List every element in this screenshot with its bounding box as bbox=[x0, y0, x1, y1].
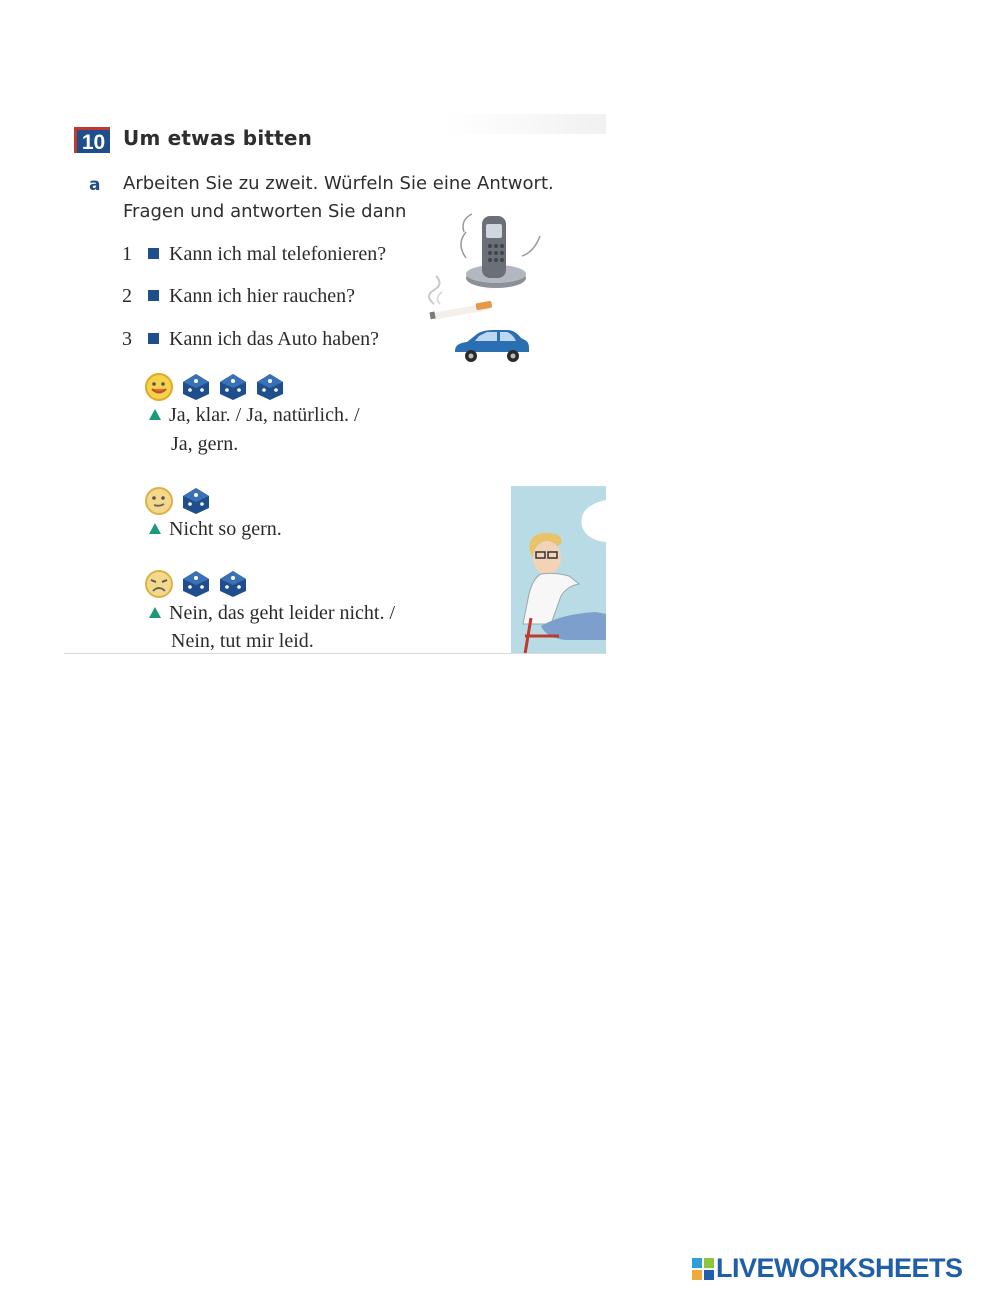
instruction-line-1: Arbeiten Sie zu zweit. Würfeln Sie eine Antwort. bbox=[123, 173, 554, 194]
speaker-square-icon bbox=[148, 333, 159, 344]
answer-1-line-1: Ja, klar. / Ja, natürlich. / bbox=[149, 404, 360, 427]
exercise-title: Um etwas bitten bbox=[123, 126, 313, 150]
dice-icon bbox=[181, 372, 211, 402]
answer-2-line-1: Nicht so gern. bbox=[149, 518, 282, 541]
exercise-number-badge: 10 bbox=[74, 127, 110, 153]
happy-face-icon bbox=[144, 372, 174, 402]
instruction-line-2: Fragen und antworten Sie dann bbox=[123, 201, 407, 222]
dice-icon bbox=[218, 372, 248, 402]
speaker-square-icon bbox=[148, 290, 159, 301]
sad-face-icon bbox=[144, 569, 174, 599]
speaker-square-icon bbox=[148, 248, 159, 259]
answer-3-line-2: Nein, tut mir leid. bbox=[171, 630, 314, 652]
answer-3-line-1: Nein, das geht leider nicht. / bbox=[149, 602, 395, 625]
speaker-triangle-icon bbox=[149, 409, 161, 420]
neutral-face-icon bbox=[144, 486, 174, 516]
answer-1-line-2: Ja, gern. bbox=[171, 433, 239, 455]
man-sitting-illustration bbox=[511, 486, 606, 654]
dice-icon bbox=[181, 569, 211, 599]
question-2: 2 Kann ich hier rauchen? bbox=[122, 285, 356, 307]
task-letter: a bbox=[89, 175, 101, 195]
worksheet-page bbox=[64, 114, 606, 654]
liveworksheets-logo-icon bbox=[692, 1258, 714, 1280]
speaker-triangle-icon bbox=[149, 607, 161, 618]
cigarette-icon bbox=[420, 274, 495, 324]
question-3: 3 Kann ich das Auto haben? bbox=[122, 328, 379, 350]
question-1: 1 Kann ich mal telefonieren? bbox=[122, 243, 387, 265]
liveworksheets-logo-text: LIVEWORKSHEETS bbox=[716, 1253, 963, 1283]
dice-icon bbox=[218, 569, 248, 599]
dice-icon bbox=[181, 486, 211, 516]
car-icon bbox=[451, 327, 531, 363]
speaker-triangle-icon bbox=[149, 523, 161, 534]
dice-icon bbox=[255, 372, 285, 402]
